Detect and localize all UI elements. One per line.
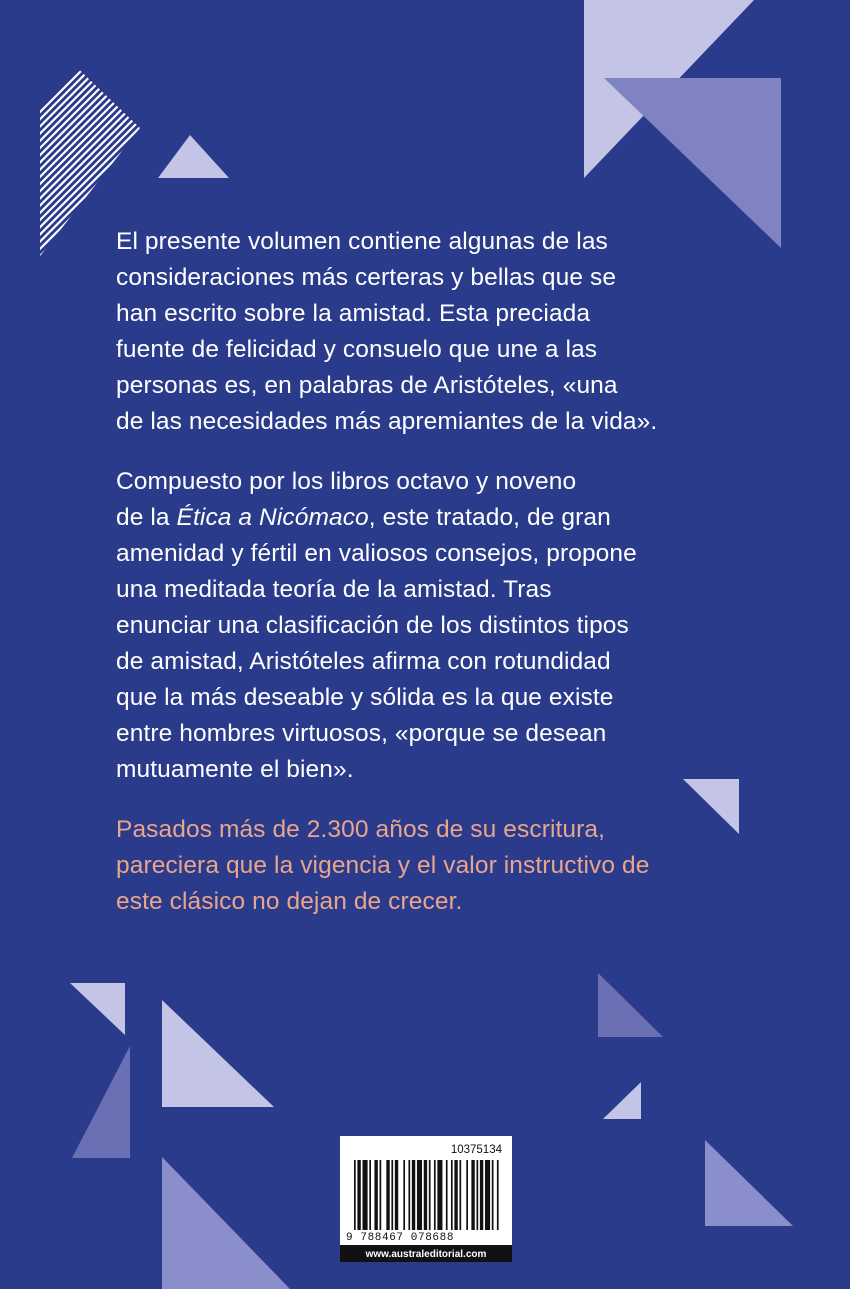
text-fragment: de la bbox=[116, 504, 177, 531]
text-line: El presente volumen contiene algunas de las bbox=[116, 228, 608, 255]
text-line: han escrito sobre la amistad. Esta preciada bbox=[116, 300, 591, 327]
triangle-bottom-left-large bbox=[162, 1000, 274, 1107]
barcode-bar bbox=[437, 1160, 442, 1230]
text-line: enunciar una clasificación de los distintos tipos bbox=[116, 612, 629, 639]
barcode-bar bbox=[412, 1160, 415, 1230]
text-line: entre hombres virtuosos, «porque se desean bbox=[116, 720, 607, 747]
barcode-bar bbox=[454, 1160, 457, 1230]
text-line: que la más deseable y sólida es la que existe bbox=[116, 684, 614, 711]
barcode-bar bbox=[363, 1160, 368, 1230]
barcode-bar bbox=[386, 1160, 389, 1230]
barcode-bar bbox=[369, 1160, 371, 1230]
triangle-bottom-left-dark bbox=[72, 1046, 130, 1158]
barcode-bar bbox=[434, 1160, 436, 1230]
barcode-bar bbox=[451, 1160, 453, 1230]
isbn-number: 9 788467 078688 bbox=[346, 1232, 455, 1244]
barcode-bar bbox=[459, 1160, 461, 1230]
barcode-icon bbox=[354, 1160, 502, 1230]
triangle-top-left-small bbox=[158, 135, 229, 178]
barcode-bar bbox=[476, 1160, 478, 1230]
barcode-bar bbox=[391, 1160, 393, 1230]
barcode-bar bbox=[403, 1160, 405, 1230]
barcode-bar bbox=[380, 1160, 382, 1230]
barcode-bar bbox=[357, 1160, 360, 1230]
book-title: Ética a Nicómaco bbox=[176, 504, 369, 531]
description-paragraph-2 bbox=[116, 464, 796, 788]
barcode-bar bbox=[424, 1160, 427, 1230]
barcode-bar bbox=[471, 1160, 474, 1230]
product-code: 10375134 bbox=[450, 1144, 502, 1156]
barcode-bar bbox=[492, 1160, 494, 1230]
triangle-bottom-right-corner bbox=[705, 1140, 793, 1226]
publisher-url: www.australeditorial.com bbox=[365, 1249, 487, 1260]
text-line: amenidad y fértil en valiosos consejos, propone bbox=[116, 540, 637, 567]
text-line bbox=[116, 500, 796, 536]
barcode-bar bbox=[446, 1160, 448, 1230]
text-line: de amistad, Aristóteles afirma con rotundidad bbox=[116, 648, 611, 675]
highlight-paragraph bbox=[116, 812, 796, 920]
text-line: fuente de felicidad y consuelo que une a las bbox=[116, 336, 598, 363]
triangle-bottom-left-small bbox=[70, 983, 125, 1035]
triangle-bottom-right-top bbox=[598, 973, 663, 1037]
triangle-bottom-left-corner bbox=[162, 1157, 290, 1289]
text-line: Compuesto por los libros octavo y noveno bbox=[116, 468, 577, 495]
barcode-bar bbox=[417, 1160, 422, 1230]
barcode-bar bbox=[485, 1160, 490, 1230]
barcode-bar bbox=[408, 1160, 410, 1230]
barcode-bar bbox=[480, 1160, 483, 1230]
text-line: consideraciones más certeras y bellas que se bbox=[116, 264, 617, 291]
description-paragraph-1 bbox=[116, 224, 796, 440]
text-line: de las necesidades más apremiantes de la vida». bbox=[116, 408, 658, 435]
barcode-label bbox=[340, 1136, 512, 1262]
barcode-bar bbox=[497, 1160, 499, 1230]
text-fragment: , este tratado, de gran bbox=[368, 504, 611, 531]
text-line: este clásico no dejan de crecer. bbox=[116, 888, 463, 915]
triangle-bottom-right-mini bbox=[603, 1082, 641, 1119]
text-line: Pasados más de 2.300 años de su escritura, bbox=[116, 816, 606, 843]
barcode-bar bbox=[429, 1160, 431, 1230]
text-line: pareciera que la vigencia y el valor instructivo de bbox=[116, 852, 650, 879]
barcode-bar bbox=[466, 1160, 468, 1230]
text-line: personas es, en palabras de Aristóteles, «una bbox=[116, 372, 618, 399]
barcode-bar bbox=[374, 1160, 377, 1230]
barcode-bar bbox=[395, 1160, 398, 1230]
text-line: mutuamente el bien». bbox=[116, 756, 354, 783]
text-line: una meditada teoría de la amistad. Tras bbox=[116, 576, 552, 603]
barcode-bar bbox=[354, 1160, 356, 1230]
